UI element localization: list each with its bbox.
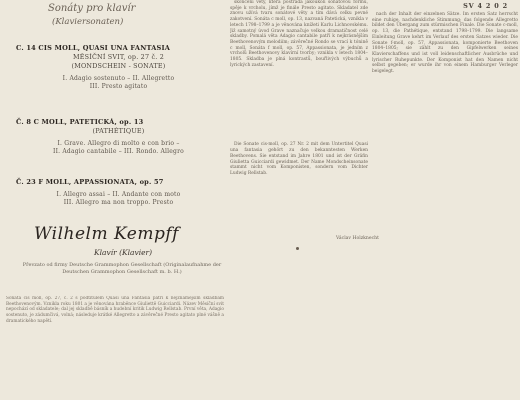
- left-body-text: Sonáta cis moll, op. 27, č. 2 s podtitulem Quasi una Fantasia patří k nejznámějším skladbám Beethovenovým. Vznikla roku 1801 a je věnována hraběnce Giuliettě Guicciardi. Název Měsíční svit nepochází od skladatele; dal jej skladbě básník a hudební kritik Ludwig Rellstab. První věta, Adagio sostenuto, je zádumčivá, volná; následuje krátké Allegretto a závěrečné Presto agitato plné vášně a dramatického napětí.: [6, 296, 224, 324]
- body-paragraph: nach der Inhalt der einzelnen Sätze. Im ersten Satz herrscht eine ruhige, nachdenkliche Stimmung; das folgende Allegretto bildet den Übergang zum stürmischen Finale. Die Sonate c-moll, op. 13, die Pathétique, entstand 1798–1799. Die langsame Einleitung Grave kehrt im Verlauf des ersten Satzes wieder. Die Sonate f-moll, op. 57, Appassionata, komponierte Beethoven 1804–1805; sie zählt zu den Gipfelwerken seines Klavierschaffens und ist voll leidenschaftlicher Ausbrüche und lyrischer Ruhepunkte. Der Komponist hat den Namen nicht selbst gegeben; er wurde ihr von einem Hamburger Verleger beigelegt.: [372, 12, 518, 75]
- movement: II. Adagio cantabile – III. Rondo. Allegro: [53, 148, 184, 155]
- piece-pathetique: [16, 118, 221, 156]
- piece-subtitle: MĚSÍČNÍ SVIT, op. 27 č. 2: [73, 53, 164, 61]
- piece-appassionata: [16, 178, 221, 207]
- movement: I. Allegro assai – II. Andante con moto: [56, 191, 181, 198]
- piece-heading: Č. 8 C MOLL, PATETICKÁ, op. 13: [16, 118, 144, 126]
- performer-name: Wilhelm Kempff: [34, 224, 179, 244]
- piece-heading: C. 14 CIS MOLL, QUASI UNA FANTASIA: [16, 44, 171, 52]
- body-paragraph: skončení věty, která postrádá jakoukoli sonátovou formu, spěje k vrcholu, jímž je finále Presto agitato. Skladatel zde znovu užívá tvaru sonátové věty a tím dává celku pevné zakotvení. Sonáta c moll, op. 13, nazvaná Patetická, vznikla v letech 1798–1799 a je věnována knížeti Karlu Lichnovskému. Již samotný úvod Grave naznačuje velkou dramatičnost celé skladby. Pomalá věta Adagio cantabile patří k nejkrásnějším Beethovenovým melodiím; závěrečné Rondo se vrací k tónině c moll. Sonáta f moll, op. 57, Appassionata, je jedním z vrcholů Beethovenovy klavírní tvorby; vznikla v letech 1804–1805. Skladba je plná kontrastů, bouřlivých výbuchů a lyrických zastavení.: [230, 0, 368, 68]
- page-title: Sonáty pro klavír: [48, 3, 136, 14]
- piece-moonlight: [16, 44, 221, 91]
- piece-heading: Č. 23 F MOLL, APPASSIONATA, op. 57: [16, 178, 164, 186]
- article-author: Václav Holzknecht: [336, 236, 379, 241]
- recording-credits: Převzato od firmy Deutsche Grammophon Gesellschaft (Originalaufnahme der Deutschen Grammophon Gesellschaft m. b. H.): [22, 262, 222, 275]
- left-column: [0, 0, 228, 400]
- piece-subtitle-alt: (MONDSCHEIN - SONATE): [71, 62, 166, 70]
- performer-role: Klavír (Klavier): [94, 248, 153, 257]
- catalog-number: SV 4 2 0 2: [463, 2, 508, 10]
- page-subtitle: (Klaviersonaten): [52, 17, 124, 27]
- piece-subtitle: (PATHÉTIQUE): [92, 127, 145, 135]
- movement: III. Allegro ma non troppo. Presto: [63, 199, 174, 206]
- body-paragraph: Die Sonate cis-moll, op. 27 Nr. 2 mit dem Untertitel Quasi una fantasia gehört zu den bekanntesten Werken Beethovens. Sie entstand im Jahre 1801 und ist der Gräfin Giulietta Guicciardi gewidmet. Der Name Mondscheinsonate stammt nicht vom Komponisten, sondern vom Dichter Ludwig Rellstab.: [230, 142, 368, 176]
- right-column: [372, 0, 518, 400]
- movement: I. Adagio sostenuto – II. Allegretto: [62, 75, 175, 82]
- section-divider-dot: [296, 247, 299, 250]
- middle-column: [230, 0, 368, 400]
- movement: I. Grave. Allegro di molto e con brio –: [57, 140, 180, 147]
- movement: III. Presto agitato: [89, 83, 148, 90]
